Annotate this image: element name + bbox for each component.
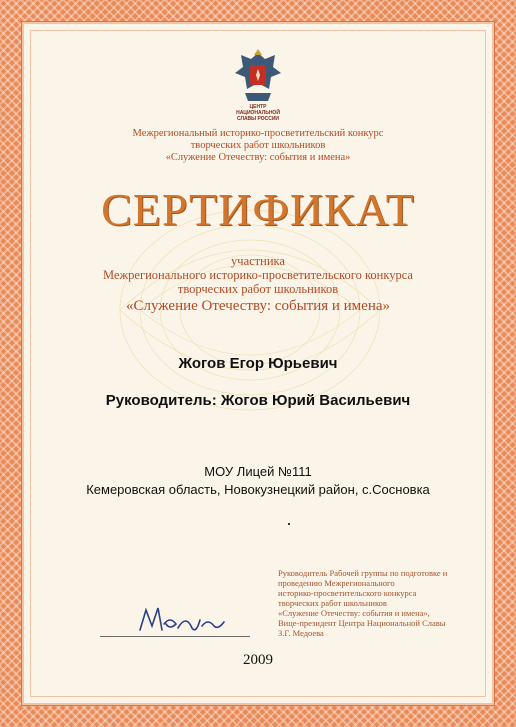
subtitle-line: участника xyxy=(231,254,285,268)
signer-title: Руководитель Рабочей группы по подготовке и проведению Межрегионального историко-просветительского конкурса творческих работ школьников «Служение Отечеству: события и имена», Вице-президент Центра Национальной Славы З.Г. Медоева xyxy=(278,568,448,638)
stray-dot xyxy=(288,523,290,525)
school-name: МОУ Лицей №111 xyxy=(204,464,312,479)
certificate-title: СЕРТИФИКАТ xyxy=(101,184,415,235)
contest-header-line: «Служение Отечеству: события и имена» xyxy=(165,152,351,163)
subtitle-line: творческих работ школьников xyxy=(177,282,339,296)
national-glory-center-emblem xyxy=(231,45,285,105)
emblem-caption: ЦЕНТР НАЦИОНАЛЬНОЙ СЛАВЫ РОССИИ xyxy=(236,104,280,122)
subtitle-line: Межрегионального историко-просветительского конкурса xyxy=(103,268,413,282)
school-location: Кемеровская область, Новокузнецкий район, с.Сосновка xyxy=(86,482,430,497)
school-info xyxy=(40,463,476,499)
leader-name: Руководитель: Жогов Юрий Васильевич xyxy=(105,392,411,409)
certificate-subtitle xyxy=(80,254,436,316)
contest-header-line: творческих работ школьников xyxy=(190,140,326,151)
certificate-year: 2009 xyxy=(243,652,273,668)
contest-header-line: Межрегиональный историко-просветительский конкурс xyxy=(132,128,384,139)
signature xyxy=(136,600,226,640)
participant-name: Жогов Егор Юрьевич xyxy=(178,355,338,372)
signature-line xyxy=(100,636,250,637)
contest-header xyxy=(80,128,436,164)
subtitle-line: «Служение Отечеству: события и имена» xyxy=(125,298,391,314)
